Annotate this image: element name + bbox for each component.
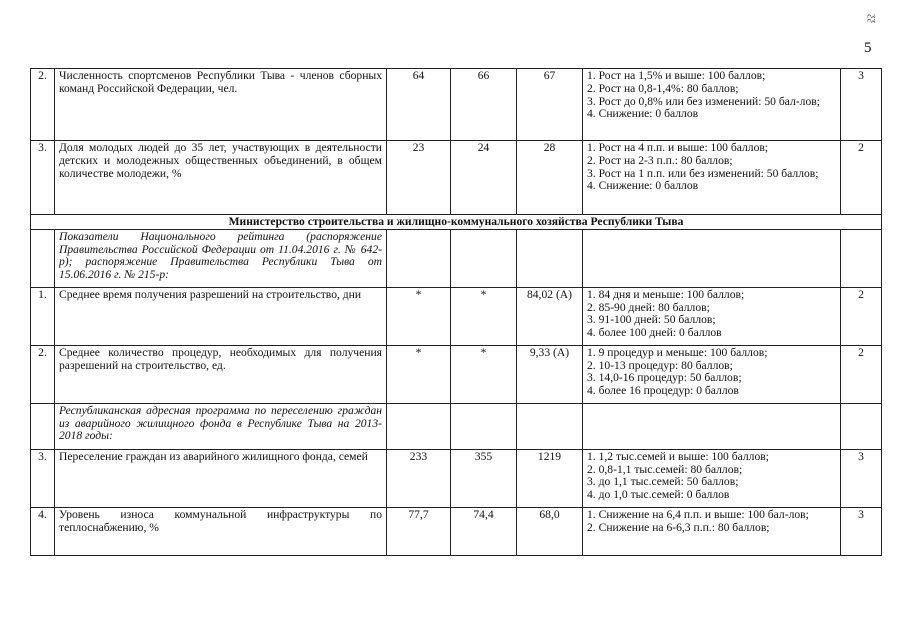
row-number: 2. bbox=[31, 345, 55, 403]
criteria-cell bbox=[583, 449, 841, 507]
row-number: 2. bbox=[31, 69, 55, 141]
criterion: 1. Рост на 4 п.п. и выше: 100 баллов; bbox=[587, 141, 769, 154]
section-title: Министерство строительства и жилищно-коммунального хозяйства Республики Тыва bbox=[31, 215, 882, 230]
value-2015: 233 bbox=[387, 449, 451, 507]
criterion: 4. Снижение: 0 баллов bbox=[587, 107, 699, 121]
empty-cell bbox=[31, 403, 55, 449]
criterion: 2. 10-13 процедур: 80 баллов; bbox=[587, 358, 733, 372]
page-number: 5 bbox=[864, 40, 872, 56]
weight: 2 bbox=[841, 287, 882, 345]
table-row bbox=[31, 507, 882, 555]
subsection-title: Республиканская адресная программа по переселению граждан из аварийного жилищного фонда в Республике Тыва на 2013-2018 годы: bbox=[55, 403, 387, 449]
criterion: 1. Рост на 1,5% и выше: 100 баллов; bbox=[587, 69, 766, 82]
value-target: 68,0 bbox=[517, 507, 583, 555]
value-target: 1219 bbox=[517, 449, 583, 507]
value-2016: 355 bbox=[451, 449, 517, 507]
value-target: 9,33 (А) bbox=[517, 345, 583, 403]
criterion: 1. 1,2 тыс.семей и выше: 100 баллов; bbox=[587, 449, 769, 463]
value-2015: * bbox=[387, 345, 451, 403]
indicator-name: Доля молодых людей до 35 лет, участвующих в деятельности детских и молодежных общественных объединений, в общем количестве молодежи, % bbox=[55, 141, 387, 215]
empty-cell bbox=[387, 403, 451, 449]
criteria-cell bbox=[583, 345, 841, 403]
weight: 2 bbox=[841, 345, 882, 403]
subsection-row bbox=[31, 403, 882, 449]
value-target: 67 bbox=[517, 69, 583, 141]
criterion: 2. Снижение на 6-6,3 п.п.: 80 баллов; bbox=[587, 520, 770, 534]
row-number: 1. bbox=[31, 287, 55, 345]
subsection-row bbox=[31, 229, 882, 287]
criterion: 2. Рост на 0,8-1,4%: 80 баллов; bbox=[587, 81, 739, 95]
weight: 3 bbox=[841, 507, 882, 555]
criterion: 1. 84 дня и меньше: 100 баллов; bbox=[587, 287, 745, 301]
criteria-cell bbox=[583, 141, 841, 215]
indicator-name: Уровень износа коммунальной инфраструктуры по теплоснабжению, % bbox=[55, 507, 387, 555]
table-row bbox=[31, 141, 882, 215]
criterion: 4. более 100 дней: 0 баллов bbox=[587, 326, 722, 340]
empty-cell bbox=[31, 229, 55, 287]
value-2016: * bbox=[451, 287, 517, 345]
row-number: 4. bbox=[31, 507, 55, 555]
table-row bbox=[31, 287, 882, 345]
indicator-name: Переселение граждан из аварийного жилищного фонда, семей bbox=[55, 449, 387, 507]
weight: 3 bbox=[841, 449, 882, 507]
value-target: 28 bbox=[517, 141, 583, 215]
value-2015: 23 bbox=[387, 141, 451, 215]
empty-cell bbox=[583, 229, 841, 287]
empty-cell bbox=[583, 403, 841, 449]
subsection-title: Показатели Национального рейтинга (распоряжение Правительства Российской Федерации от 11.04.2016 г. № 642-р); распоряжение Правительства Республики Тыва от 15.06.2016 г. № 215-р: bbox=[55, 229, 387, 287]
value-2015: 64 bbox=[387, 69, 451, 141]
criterion: 3. Рост на 1 п.п. или без изменений: 50 баллов; bbox=[587, 166, 819, 180]
criterion: 2. 85-90 дней: 80 баллов; bbox=[587, 300, 710, 314]
value-target: 84,02 (А) bbox=[517, 287, 583, 345]
row-number: 3. bbox=[31, 449, 55, 507]
value-2015: * bbox=[387, 287, 451, 345]
archive-mark: ƺƺ bbox=[867, 14, 878, 23]
empty-cell bbox=[517, 403, 583, 449]
criterion: 2. 0,8-1,1 тыс.семей: 80 баллов; bbox=[587, 462, 743, 476]
value-2016: 24 bbox=[451, 141, 517, 215]
table-row bbox=[31, 345, 882, 403]
criterion: 3. Рост до 0,8% или без изменений: 50 бал-лов; bbox=[587, 94, 820, 108]
row-number: 3. bbox=[31, 141, 55, 215]
indicator-name: Среднее количество процедур, необходимых для получения разрешений на строительство, ед. bbox=[55, 345, 387, 403]
indicator-name: Численность спортсменов Республики Тыва - членов сборных команд Российской Федерации, чел. bbox=[55, 69, 387, 141]
indicators-table bbox=[30, 68, 882, 556]
criterion: 3. 14,0-16 процедур: 50 баллов; bbox=[587, 371, 742, 385]
weight: 3 bbox=[841, 69, 882, 141]
value-2016: * bbox=[451, 345, 517, 403]
criterion: 1. 9 процедур и меньше: 100 баллов; bbox=[587, 345, 768, 359]
criterion: 4. Снижение: 0 баллов bbox=[587, 179, 699, 193]
table-row bbox=[31, 449, 882, 507]
empty-cell bbox=[841, 229, 882, 287]
criterion: 3. до 1,1 тыс.семей: 50 баллов; bbox=[587, 475, 739, 489]
indicator-name: Среднее время получения разрешений на строительство, дни bbox=[55, 287, 387, 345]
criteria-cell bbox=[583, 69, 841, 141]
value-2016: 66 bbox=[451, 69, 517, 141]
criterion: 3. 91-100 дней: 50 баллов; bbox=[587, 313, 716, 327]
criteria-cell bbox=[583, 287, 841, 345]
criterion: 4. более 16 процедур: 0 баллов bbox=[587, 384, 739, 398]
empty-cell bbox=[517, 229, 583, 287]
empty-cell bbox=[387, 229, 451, 287]
section-heading-row bbox=[31, 215, 882, 230]
value-2016: 74,4 bbox=[451, 507, 517, 555]
weight: 2 bbox=[841, 141, 882, 215]
empty-cell bbox=[451, 229, 517, 287]
empty-cell bbox=[451, 403, 517, 449]
empty-cell bbox=[841, 403, 882, 449]
table-row bbox=[31, 69, 882, 141]
value-2015: 77,7 bbox=[387, 507, 451, 555]
criterion: 1. Снижение на 6,4 п.п. и выше: 100 бал-лов; bbox=[587, 507, 809, 521]
criterion: 4. до 1,0 тыс.семей: 0 баллов bbox=[587, 488, 730, 502]
criterion: 2. Рост на 2-3 п.п.: 80 баллов; bbox=[587, 153, 733, 167]
criteria-cell bbox=[583, 507, 841, 555]
